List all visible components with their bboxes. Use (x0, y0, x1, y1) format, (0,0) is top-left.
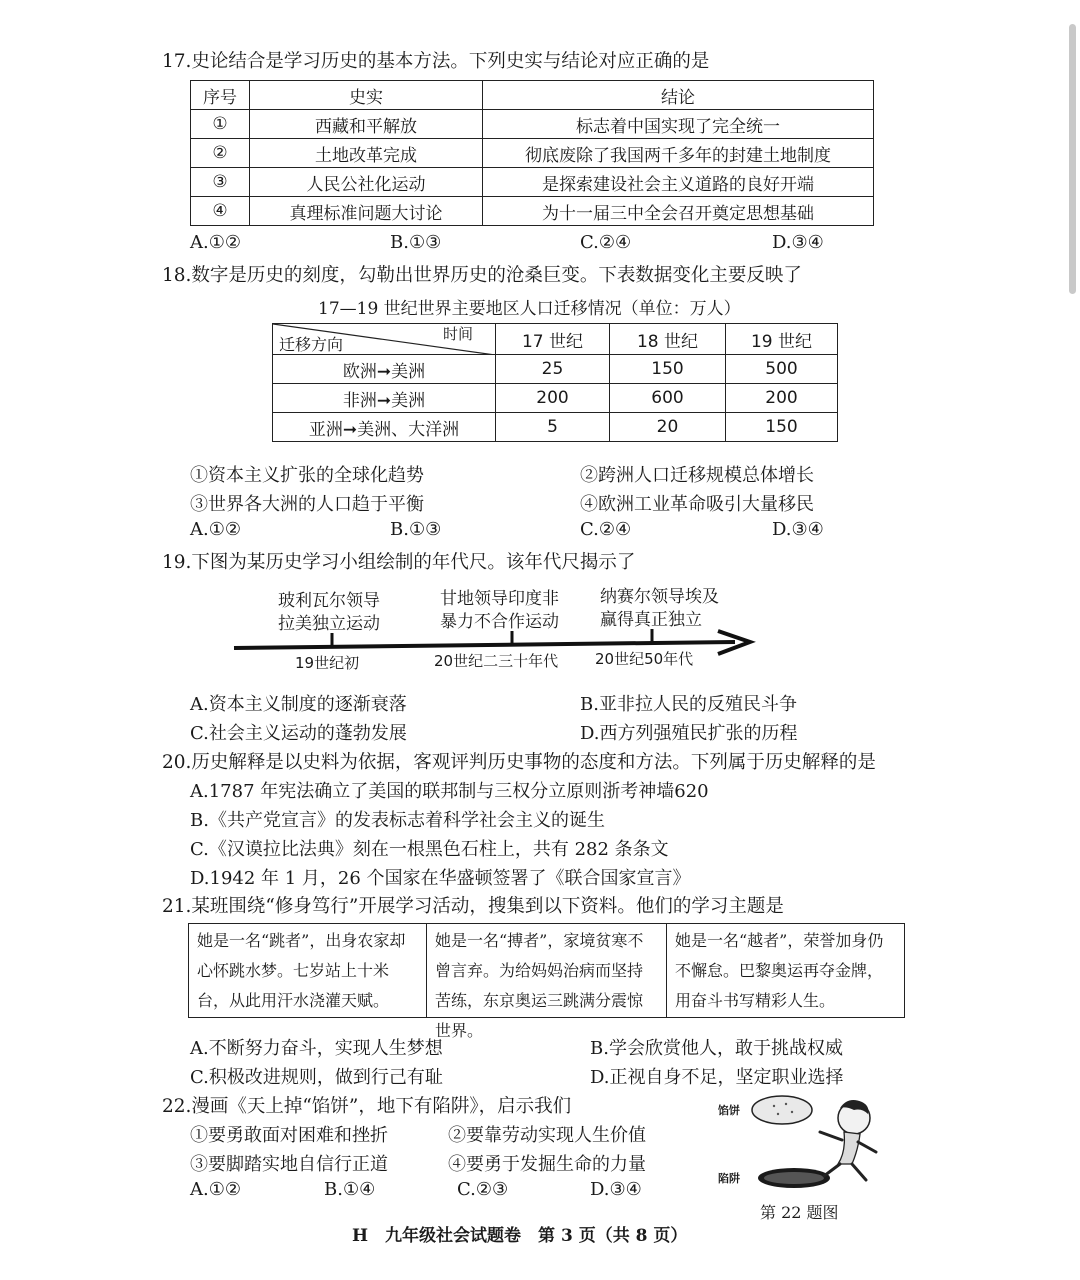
q22-cartoon (716, 1092, 894, 1192)
q22-statement: ③要脚踏实地自信行正道 (190, 1154, 388, 1175)
q20-option: C.《汉谟拉比法典》刻在一根黑色石柱上，共有 282 条条文 (190, 839, 669, 860)
cartoon-drawing (716, 1092, 894, 1192)
q17-row-no: ① (191, 110, 250, 139)
q18-table (272, 323, 838, 442)
q22-option: B.①④ (324, 1179, 376, 1200)
q21-material: 她是一名“跳者”，出身农家却心怀跳水梦。七岁站上十米台，从此用汗水浇灌天赋。 (189, 924, 427, 1017)
q21-option: A.不断努力奋斗，实现人生梦想 (190, 1038, 443, 1059)
q18-col-header: 18 世纪 (610, 324, 726, 355)
q18-col-header: 19 世纪 (726, 324, 838, 355)
q22-option: A.①② (190, 1179, 241, 1200)
q18-row-label: 非洲➞美洲 (273, 384, 496, 413)
q18-cell: 200 (726, 384, 838, 413)
q18-row-label: 亚洲➞美洲、大洋洲 (273, 413, 496, 442)
q17-option: D.③④ (772, 232, 824, 253)
q19-option: A.资本主义制度的逐渐衰落 (190, 694, 407, 715)
q18-corner-cell (273, 324, 496, 355)
q17-row-fact: 真理标准问题大讨论 (250, 197, 483, 226)
q21-option: B.学会欣赏他人，敢于挑战权威 (590, 1038, 843, 1059)
q17-row-no: ③ (191, 168, 250, 197)
q21-material: 她是一名“搏者”，家境贫寒不曾言弃。为给妈妈治病而坚持苦练，东京奥运三跳满分震惊世界。 (427, 924, 667, 1017)
q17-row-no: ④ (191, 197, 250, 226)
q20-option: A.1787 年宪法确立了美国的联邦制与三权分立原则浙考神墙620 (190, 781, 709, 802)
timeline-event-label: 玻利瓦尔领导 (278, 591, 380, 611)
q21-materials-box (188, 923, 905, 1040)
q17-option: B.①③ (390, 232, 442, 253)
q18-cell: 150 (726, 413, 838, 442)
q18-row-label: 欧洲➞美洲 (273, 355, 496, 384)
q17-row-conclusion: 彻底废除了我国两千多年的封建土地制度 (483, 139, 874, 168)
q22-caption: 第 22 题图 (760, 1203, 839, 1222)
q19-option: C.社会主义运动的蓬勃发展 (190, 723, 407, 744)
q18-table-title: 17—19 世纪世界主要地区人口迁移情况（单位：万人） (318, 299, 741, 319)
q17-option: A.①② (190, 232, 241, 253)
q20-option: B.《共产党宣言》的发表标志着科学社会主义的诞生 (190, 810, 605, 831)
page-footer: H 九年级社会试题卷 第 3 页（共 8 页） (352, 1226, 688, 1246)
q17-header-no: 序号 (191, 81, 250, 110)
q20-option: D.1942 年 1 月，26 个国家在华盛顿签署了《联合国家宣言》 (190, 868, 691, 889)
q18-option: C.②④ (580, 519, 632, 540)
q21-stem: 21.某班围绕“修身笃行”开展学习活动，搜集到以下资料。他们的学习主题是 (162, 896, 784, 917)
timeline-time-label: 20世纪二三十年代 (434, 652, 559, 670)
cartoon-label-trap: 陷阱 (718, 1172, 740, 1185)
q18-stem: 18.数字是历史的刻度，勾勒出世界历史的沧桑巨变。下表数据变化主要反映了 (162, 265, 802, 286)
timeline-event-label: 拉美独立运动 (278, 614, 380, 634)
q21-option: C.积极改进规则，做到行己有耻 (190, 1067, 443, 1088)
q17-row-fact: 土地改革完成 (250, 139, 483, 168)
timeline-event-label: 暴力不合作运动 (440, 612, 559, 632)
q17-stem: 17.史论结合是学习历史的基本方法。下列史实与结论对应正确的是 (162, 51, 710, 72)
scrollbar-thumb[interactable] (1069, 24, 1076, 294)
q17-row-no: ② (191, 139, 250, 168)
q22-option: D.③④ (590, 1179, 642, 1200)
q17-row-fact: 人民公社化运动 (250, 168, 483, 197)
q18-cell: 25 (496, 355, 610, 384)
cartoon-label-pie: 馅饼 (718, 1104, 740, 1117)
q18-statement: ②跨洲人口迁移规模总体增长 (580, 465, 814, 486)
q22-statement: ②要靠劳动实现人生价值 (448, 1125, 646, 1146)
q22-statement: ④要勇于发掘生命的力量 (448, 1154, 646, 1175)
q18-corner-top: 时间 (442, 325, 473, 343)
timeline-event-label: 甘地领导印度非 (440, 589, 559, 609)
timeline-event-label: 纳赛尔领导埃及 (600, 587, 719, 607)
timeline-time-label: 19世纪初 (295, 654, 360, 672)
q21-option: D.正视自身不足，坚定职业选择 (590, 1067, 844, 1088)
timeline-time-label: 20世纪50年代 (595, 650, 694, 668)
q18-cell: 5 (496, 413, 610, 442)
q17-header-fact: 史实 (250, 81, 483, 110)
q19-stem: 19.下图为某历史学习小组绘制的年代尺。该年代尺揭示了 (162, 552, 636, 573)
q18-option: B.①③ (390, 519, 442, 540)
q21-material: 她是一名“越者”，荣誉加身仍不懈怠。巴黎奥运再夺金牌，用奋斗书写精彩人生。 (675, 931, 884, 1010)
q18-statement: ③世界各大洲的人口趋于平衡 (190, 494, 424, 515)
q17-option: C.②④ (580, 232, 632, 253)
q18-option: D.③④ (772, 519, 824, 540)
q18-statement: ①资本主义扩张的全球化趋势 (190, 465, 424, 486)
q17-row-conclusion: 标志着中国实现了完全统一 (483, 110, 874, 139)
q18-cell: 600 (610, 384, 726, 413)
q17-header-conclusion: 结论 (483, 81, 874, 110)
q18-corner-bottom: 迁移方向 (279, 335, 344, 354)
q18-cell: 20 (610, 413, 726, 442)
q18-option: A.①② (190, 519, 241, 540)
q18-cell: 200 (496, 384, 610, 413)
q18-col-header: 17 世纪 (496, 324, 610, 355)
q18-statement: ④欧洲工业革命吸引大量移民 (580, 494, 814, 515)
q20-stem: 20.历史解释是以史料为依据，客观评判历史事物的态度和方法。下列属于历史解释的是 (162, 752, 876, 773)
q18-cell: 150 (610, 355, 726, 384)
q19-option: B.亚非拉人民的反殖民斗争 (580, 694, 797, 715)
q17-table (190, 80, 874, 226)
q17-row-fact: 西藏和平解放 (250, 110, 483, 139)
q18-cell: 500 (726, 355, 838, 384)
q22-stem: 22.漫画《天上掉“馅饼”，地下有陷阱》，启示我们 (162, 1096, 572, 1117)
q19-option: D.西方列强殖民扩张的历程 (580, 723, 798, 744)
timeline-event-label: 赢得真正独立 (600, 610, 702, 630)
q17-row-conclusion: 为十一届三中全会召开奠定思想基础 (483, 197, 874, 226)
q17-row-conclusion: 是探索建设社会主义道路的良好开端 (483, 168, 874, 197)
q22-option: C.②③ (457, 1179, 509, 1200)
q22-statement: ①要勇敢面对困难和挫折 (190, 1125, 388, 1146)
